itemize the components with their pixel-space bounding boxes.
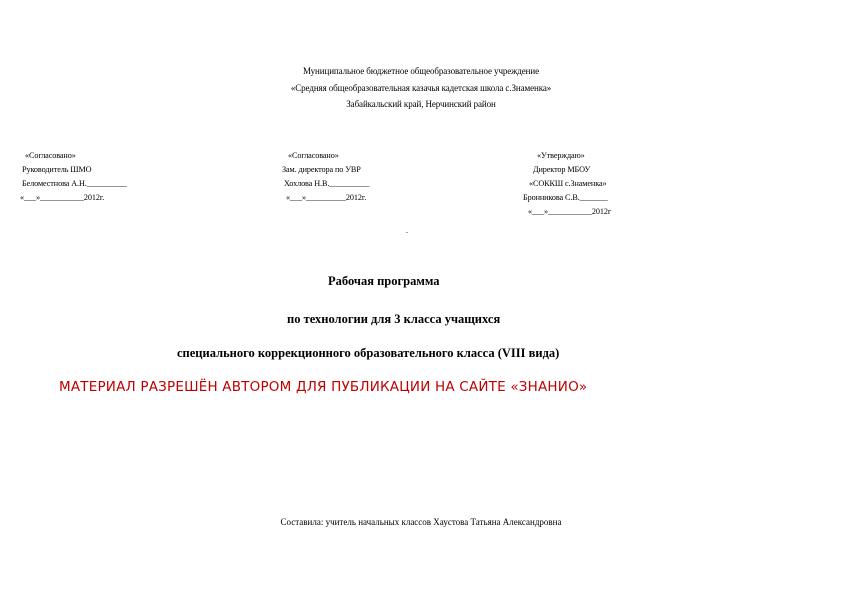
document-class-line: специального коррекционного образовательного класса (VIII вида) — [177, 346, 560, 360]
approval-right-title: «Утверждаю» — [537, 151, 585, 160]
approval-middle-title: «Согласовано» — [288, 151, 339, 160]
approval-left-date: «___»___________2012г. — [20, 193, 105, 202]
approval-right-role: Директор МБОУ — [533, 165, 591, 174]
separator-dot: . — [406, 226, 408, 235]
approval-left-name: Беломестнова А.Н.__________ — [22, 179, 127, 188]
approval-middle-date: «___»__________2012г. — [286, 193, 367, 202]
author-line: Составила: учитель начальных классов Хаустова Татьяна Александровна — [280, 517, 562, 527]
approval-block-middle — [282, 149, 369, 205]
approval-right-name: Бронникова С.В._______ — [523, 193, 608, 202]
approval-block-left — [20, 149, 127, 205]
approval-right-date: «___»___________2012г — [528, 207, 612, 216]
approval-middle-name: Хохлова Н.В.__________ — [284, 179, 370, 188]
approval-left-title: «Согласовано» — [25, 151, 76, 160]
approval-right-org: «СОККШ с.Знаменка» — [529, 179, 607, 188]
document-title: Рабочая программа — [328, 274, 440, 288]
approval-block-right — [523, 149, 611, 219]
school-name-line: «Средняя общеобразовательная казачья кадетская школа с.Знаменка» — [290, 83, 552, 93]
school-type-line: Муниципальное бюджетное общеобразовательное учреждение — [302, 66, 540, 76]
document-subtitle: по технологии для 3 класса учащихся — [287, 312, 501, 326]
publication-notice: МАТЕРИАЛ РАЗРЕШЁН АВТОРОМ ДЛЯ ПУБЛИКАЦИИ НА САЙТЕ «ЗНАНИО» — [59, 379, 588, 395]
region-line: Забайкальский край, Нерчинский район — [346, 99, 496, 109]
approval-middle-role: Зам. директора по УВР — [282, 165, 361, 174]
approval-left-role: Руководитель ШМО — [22, 165, 92, 174]
